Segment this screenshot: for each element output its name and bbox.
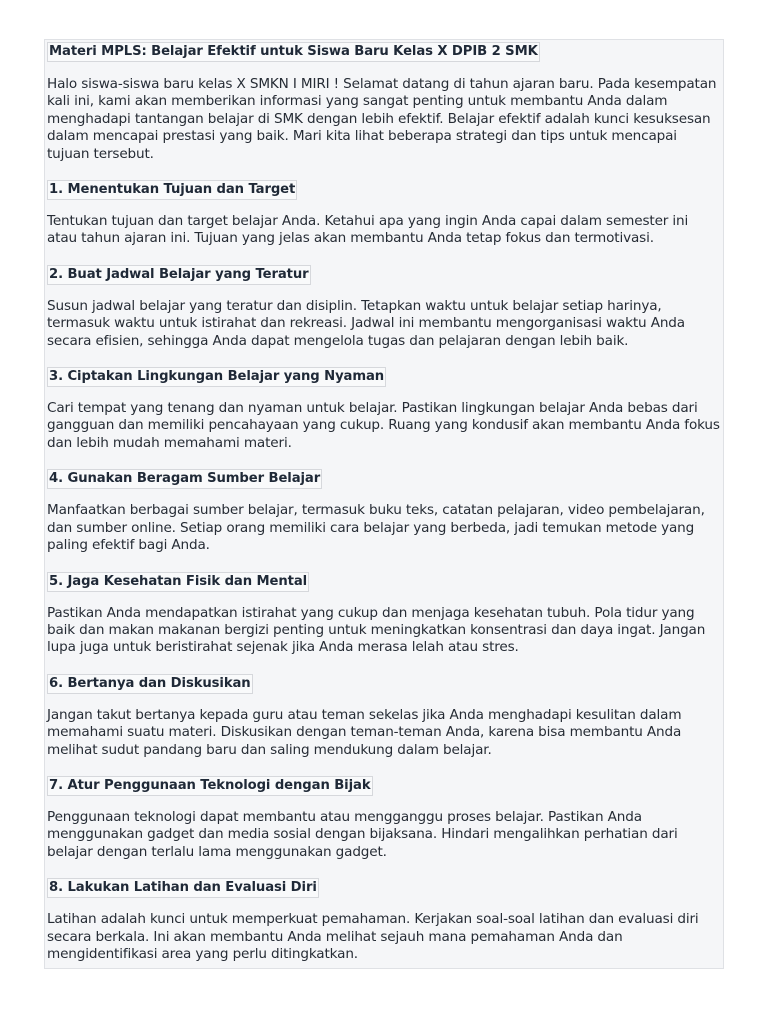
section-heading-2: 2. Buat Jadwal Belajar yang Teratur	[47, 265, 311, 285]
section-body-5: Pastikan Anda mendapatkan istirahat yang cukup dan menjaga kesehatan tubuh. Pola tidur yang baik dan makan makanan bergizi penting untuk meningkatkan konsentrasi dan daya ingat. Jangan lupa juga untuk beristirahat sejenak jika Anda merasa lelah atau stres.	[47, 604, 706, 656]
section-heading-3: 3. Ciptakan Lingkungan Belajar yang Nyaman	[47, 367, 386, 387]
section-heading-8: 8. Lakukan Latihan dan Evaluasi Diri	[47, 878, 319, 898]
section-heading-4: 4. Gunakan Beragam Sumber Belajar	[47, 469, 322, 489]
document-page	[44, 39, 724, 969]
section-body-4: Manfaatkan berbagai sumber belajar, termasuk buku teks, catatan pelajaran, video pembelajaran, dan sumber online. Setiap orang memiliki cara belajar yang berbeda, jadi temukan metode yang paling efektif bagi Anda.	[47, 502, 705, 554]
section-body-1: Tentukan tujuan dan target belajar Anda. Ketahui apa yang ingin Anda capai dalam semester ini atau tahun ajaran ini. Tujuan yang jelas akan membantu Anda tetap fokus dan termotivasi.	[47, 213, 689, 247]
section-body-8: Latihan adalah kunci untuk memperkuat pemahaman. Kerjakan soal-soal latihan dan evaluasi diri secara berkala. Ini akan membantu Anda melihat sejauh mana pemahaman Anda dan mengidentifikasi area yang perlu ditingkatkan.	[47, 911, 699, 962]
section-heading-5: 5. Jaga Kesehatan Fisik dan Mental	[47, 572, 309, 592]
section-heading-6: 6. Bertanya dan Diskusikan	[47, 674, 253, 694]
document-title: Materi MPLS: Belajar Efektif untuk Siswa Baru Kelas X DPIB 2 SMK	[47, 42, 540, 62]
intro-paragraph: Halo siswa-siswa baru kelas X SMKN I MIRI ! Selamat datang di tahun ajaran baru. Pada kesempatan kali ini, kami akan memberikan informasi yang sangat penting untuk membantu Anda dalam menghadapi tantangan belajar di SMK dengan lebih efektif. Belajar efektif adalah kunci kesuksesan dalam mencapai prestasi yang baik. Mari kita lihat beberapa strategi dan tips untuk mencapai tujuan tersebut.	[47, 76, 717, 162]
section-body-6: Jangan takut bertanya kepada guru atau teman sekelas jika Anda menghadapi kesulitan dalam memahami suatu materi. Diskusikan dengan teman-teman Anda, karena bisa membantu Anda melihat sudut pandang baru dan saling mendukung dalam belajar.	[47, 706, 682, 758]
section-body-7: Penggunaan teknologi dapat membantu atau mengganggu proses belajar. Pastikan Anda menggunakan gadget dan media sosial dengan bijaksana. Hindari mengalihkan perhatian dari belajar dengan terlalu lama menggunakan gadget.	[47, 808, 678, 860]
section-body-2: Susun jadwal belajar yang teratur dan disiplin. Tetapkan waktu untuk belajar setiap harinya, termasuk waktu untuk istirahat dan rekreasi. Jadwal ini membantu mengorganisasi waktu Anda secara efisien, sehingga Anda dapat mengelola tugas dan pelajaran dengan lebih baik.	[47, 297, 685, 349]
section-heading-7: 7. Atur Penggunaan Teknologi dengan Bijak	[47, 776, 373, 796]
section-heading-1: 1. Menentukan Tujuan dan Target	[47, 180, 297, 200]
section-body-3: Cari tempat yang tenang dan nyaman untuk belajar. Pastikan lingkungan belajar Anda bebas dari gangguan dan memiliki pencahayaan yang cukup. Ruang yang kondusif akan membantu Anda fokus dan lebih mudah memahami materi.	[47, 400, 720, 451]
